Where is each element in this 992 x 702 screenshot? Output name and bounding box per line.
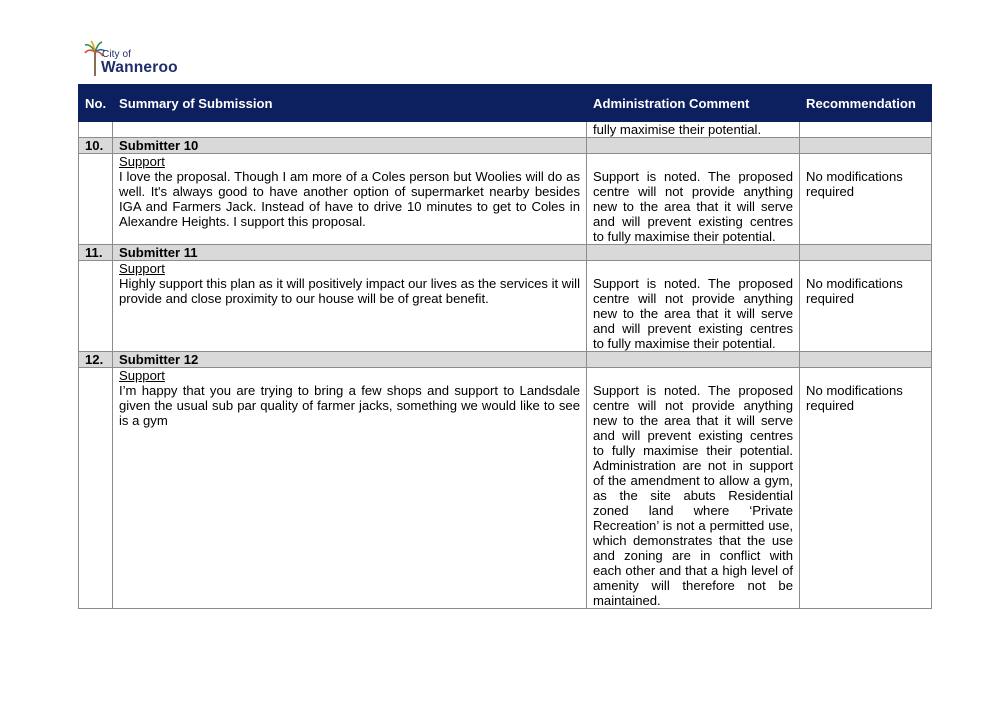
submitter-name: Submitter 10 (113, 138, 587, 154)
city-of-wanneroo-logo (84, 38, 194, 82)
header-recommendation: Recommendation (800, 85, 932, 122)
recommendation-text: No modifications required (806, 383, 903, 413)
admin-comment (587, 154, 800, 245)
submission-summary (113, 154, 587, 245)
admin-comment (587, 261, 800, 352)
recommendation-text: No modifications required (806, 276, 903, 306)
recommendation (800, 368, 932, 609)
submission-summary (113, 261, 587, 352)
admin-comment-text: Support is noted. The proposed centre will not provide anything new to the area that it will serve and will prevent existing centres to fully maximise their potential. (593, 169, 793, 244)
submitter-heading-row (79, 138, 932, 154)
submitter-heading-row (79, 352, 932, 368)
stance-label: Support (119, 368, 165, 383)
table-header-row (79, 85, 932, 122)
logo-wanneroo-text: Wanneroo (101, 59, 178, 76)
row-number: 11. (79, 245, 113, 261)
header-no: No. (79, 85, 113, 122)
table-row (79, 261, 932, 352)
submitter-name: Submitter 12 (113, 352, 587, 368)
admin-comment (587, 368, 800, 609)
table-row (79, 368, 932, 609)
submission-summary (113, 368, 587, 609)
summary-text: I love the proposal. Though I am more of a Coles person but Woolies will do as well. It's always good to have another option of supermarket nearby besides IGA and Farmers Jack. Instead of have to drive 10 minutes to get to Coles in Alexandre Heights. I support this proposal. (119, 169, 580, 229)
submitter-name: Submitter 11 (113, 245, 587, 261)
summary-text: Highly support this plan as it will positively impact our lives as the services it will provide and close proximity to our house will be of great benefit. (119, 276, 580, 306)
table-row (79, 154, 932, 245)
header-admin-comment: Administration Comment (587, 85, 800, 122)
row-number: 10. (79, 138, 113, 154)
admin-comment-text: Support is noted. The proposed centre will not provide anything new to the area that it will serve and will prevent existing centres to fully maximise their potential. Administration are not in support of the amendment to allow a gym, as the site abuts Residential zoned land where ‘Private Recreation’ is not a permitted use, which demonstrates that the use and zoning are in conflict with each other and that a high level of amenity will therefore not be maintained. (593, 383, 793, 608)
logo-city-of-text: City of (102, 49, 132, 60)
recommendation (800, 261, 932, 352)
recommendation (800, 154, 932, 245)
stance-label: Support (119, 154, 165, 169)
stance-label: Support (119, 261, 165, 276)
submissions-table (78, 84, 932, 609)
recommendation-text: No modifications required (806, 169, 903, 199)
submitter-heading-row (79, 245, 932, 261)
summary-text: I’m happy that you are trying to bring a few shops and support to Landsdale given the usual sub par quality of farmer jacks, something we would like to see is a gym (119, 383, 580, 428)
table-row (79, 122, 932, 138)
header-summary: Summary of Submission (113, 85, 587, 122)
continued-admin-comment: fully maximise their potential. (587, 122, 800, 138)
admin-comment-text: Support is noted. The proposed centre will not provide anything new to the area that it will serve and will prevent existing centres to fully maximise their potential. (593, 276, 793, 351)
row-number: 12. (79, 352, 113, 368)
